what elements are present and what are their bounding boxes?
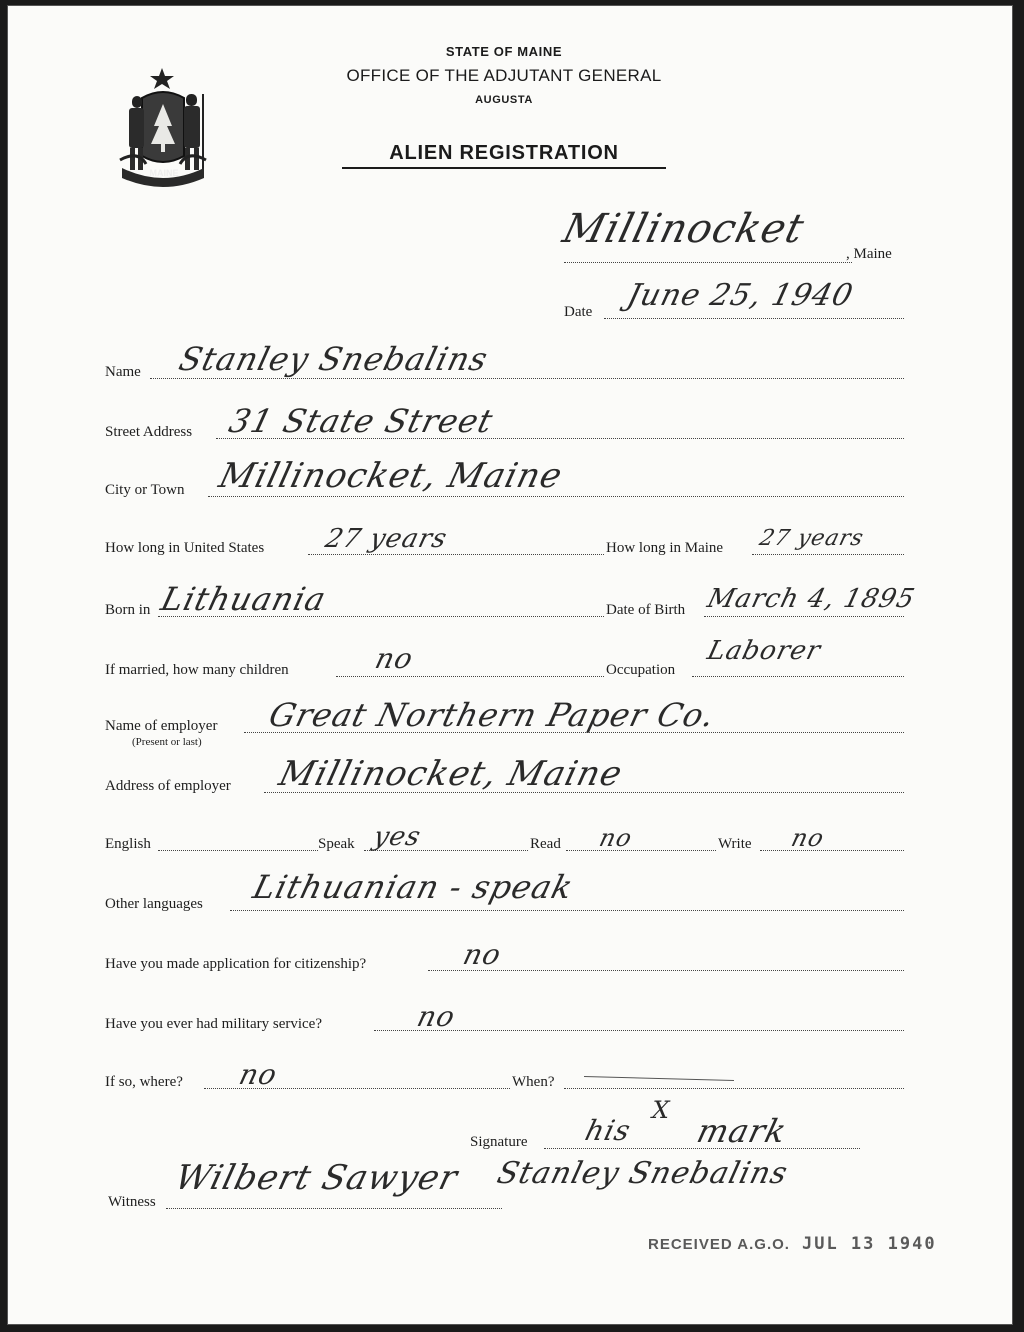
town-value: Millinocket: [558, 206, 810, 252]
speak-value: yes: [370, 822, 425, 852]
occupation-value: Laborer: [704, 636, 825, 666]
children-line: [336, 676, 604, 677]
english-label: English: [105, 836, 151, 852]
name-value: Stanley Snebalins: [175, 340, 493, 378]
date-label: Date: [564, 304, 593, 320]
occupation-line: [692, 676, 904, 677]
where-label: If so, where?: [105, 1074, 183, 1090]
signature-mark-word: mark: [693, 1112, 791, 1150]
city-town-label: City or Town: [105, 482, 185, 498]
how-long-us-line: [308, 554, 604, 555]
where-value: no: [235, 1058, 282, 1091]
read-line: [566, 850, 716, 851]
employer-value: Great Northern Paper Co.: [265, 696, 720, 734]
employer-address-value: Millinocket, Maine: [275, 754, 627, 794]
other-languages-value: Lithuanian - speak: [249, 868, 578, 906]
witness-line: [166, 1208, 502, 1209]
how-long-us-label: How long in United States: [105, 540, 265, 556]
date-value: June 25, 1940: [623, 278, 857, 313]
read-label: Read: [530, 836, 561, 852]
citizenship-value: no: [459, 938, 506, 971]
signature-name: Stanley Snebalins: [493, 1156, 792, 1191]
city-town-value: Millinocket, Maine: [215, 456, 567, 496]
when-line: [564, 1088, 904, 1089]
occupation-label: Occupation: [606, 662, 676, 678]
seal-text: MAINE: [149, 168, 179, 178]
born-in-value: Lithuania: [157, 580, 331, 618]
when-dash-stroke: [584, 1076, 734, 1081]
street-value: 31 State Street: [225, 402, 498, 440]
employer-label: Name of employer: [105, 718, 218, 734]
born-in-label: Born in: [105, 602, 151, 618]
city-heading: AUGUSTA: [475, 94, 533, 106]
date-of-birth-label: Date of Birth: [606, 602, 686, 618]
children-value: no: [371, 642, 418, 675]
signature-x-mark: X: [648, 1096, 674, 1124]
name-line: [150, 378, 904, 379]
maine-label: , Maine: [846, 246, 892, 262]
employer-note: (Present or last): [132, 736, 202, 748]
how-long-maine-value: 27 years: [756, 526, 867, 551]
date-line: [604, 318, 904, 319]
received-stamp: [648, 1234, 937, 1254]
form-title: ALIEN REGISTRATION: [342, 142, 666, 169]
speak-label: Speak: [318, 836, 355, 852]
military-label: Have you ever had military service?: [105, 1016, 322, 1032]
other-languages-line: [230, 910, 904, 911]
english-line: [158, 850, 318, 851]
signature-his: his: [581, 1114, 635, 1147]
citizenship-line: [428, 970, 904, 971]
citizenship-label: Have you made application for citizenship?: [105, 956, 367, 972]
write-label: Write: [718, 836, 752, 852]
read-value: no: [596, 824, 636, 852]
town-line: [564, 262, 852, 263]
street-label: Street Address: [105, 424, 193, 440]
military-line: [374, 1030, 904, 1031]
signature-label: Signature: [470, 1134, 528, 1150]
write-line: [760, 850, 904, 851]
witness-label: Witness: [108, 1194, 156, 1210]
write-value: no: [788, 824, 828, 852]
how-long-us-value: 27 years: [322, 524, 451, 554]
office-heading: OFFICE OF THE ADJUTANT GENERAL: [346, 66, 662, 85]
children-label: If married, how many children: [105, 662, 289, 678]
date-of-birth-line: [704, 616, 904, 617]
military-value: no: [413, 1000, 460, 1033]
maine-state-seal-icon: [108, 64, 218, 188]
witness-value: Wilbert Sawyer: [171, 1158, 462, 1198]
state-heading: STATE OF MAINE: [445, 44, 563, 59]
how-long-maine-line: [752, 554, 904, 555]
received-stamp-date: JUL 13 1940: [801, 1234, 937, 1254]
received-stamp-text: RECEIVED A.G.O.: [648, 1236, 790, 1253]
city-town-line: [208, 496, 904, 497]
employer-address-label: Address of employer: [105, 778, 231, 794]
when-label: When?: [512, 1074, 555, 1090]
other-languages-label: Other languages: [105, 896, 203, 912]
how-long-maine-label: How long in Maine: [606, 540, 724, 556]
registration-form: [8, 6, 1012, 1324]
date-of-birth-value: March 4, 1895: [704, 584, 919, 614]
name-label: Name: [105, 364, 141, 380]
